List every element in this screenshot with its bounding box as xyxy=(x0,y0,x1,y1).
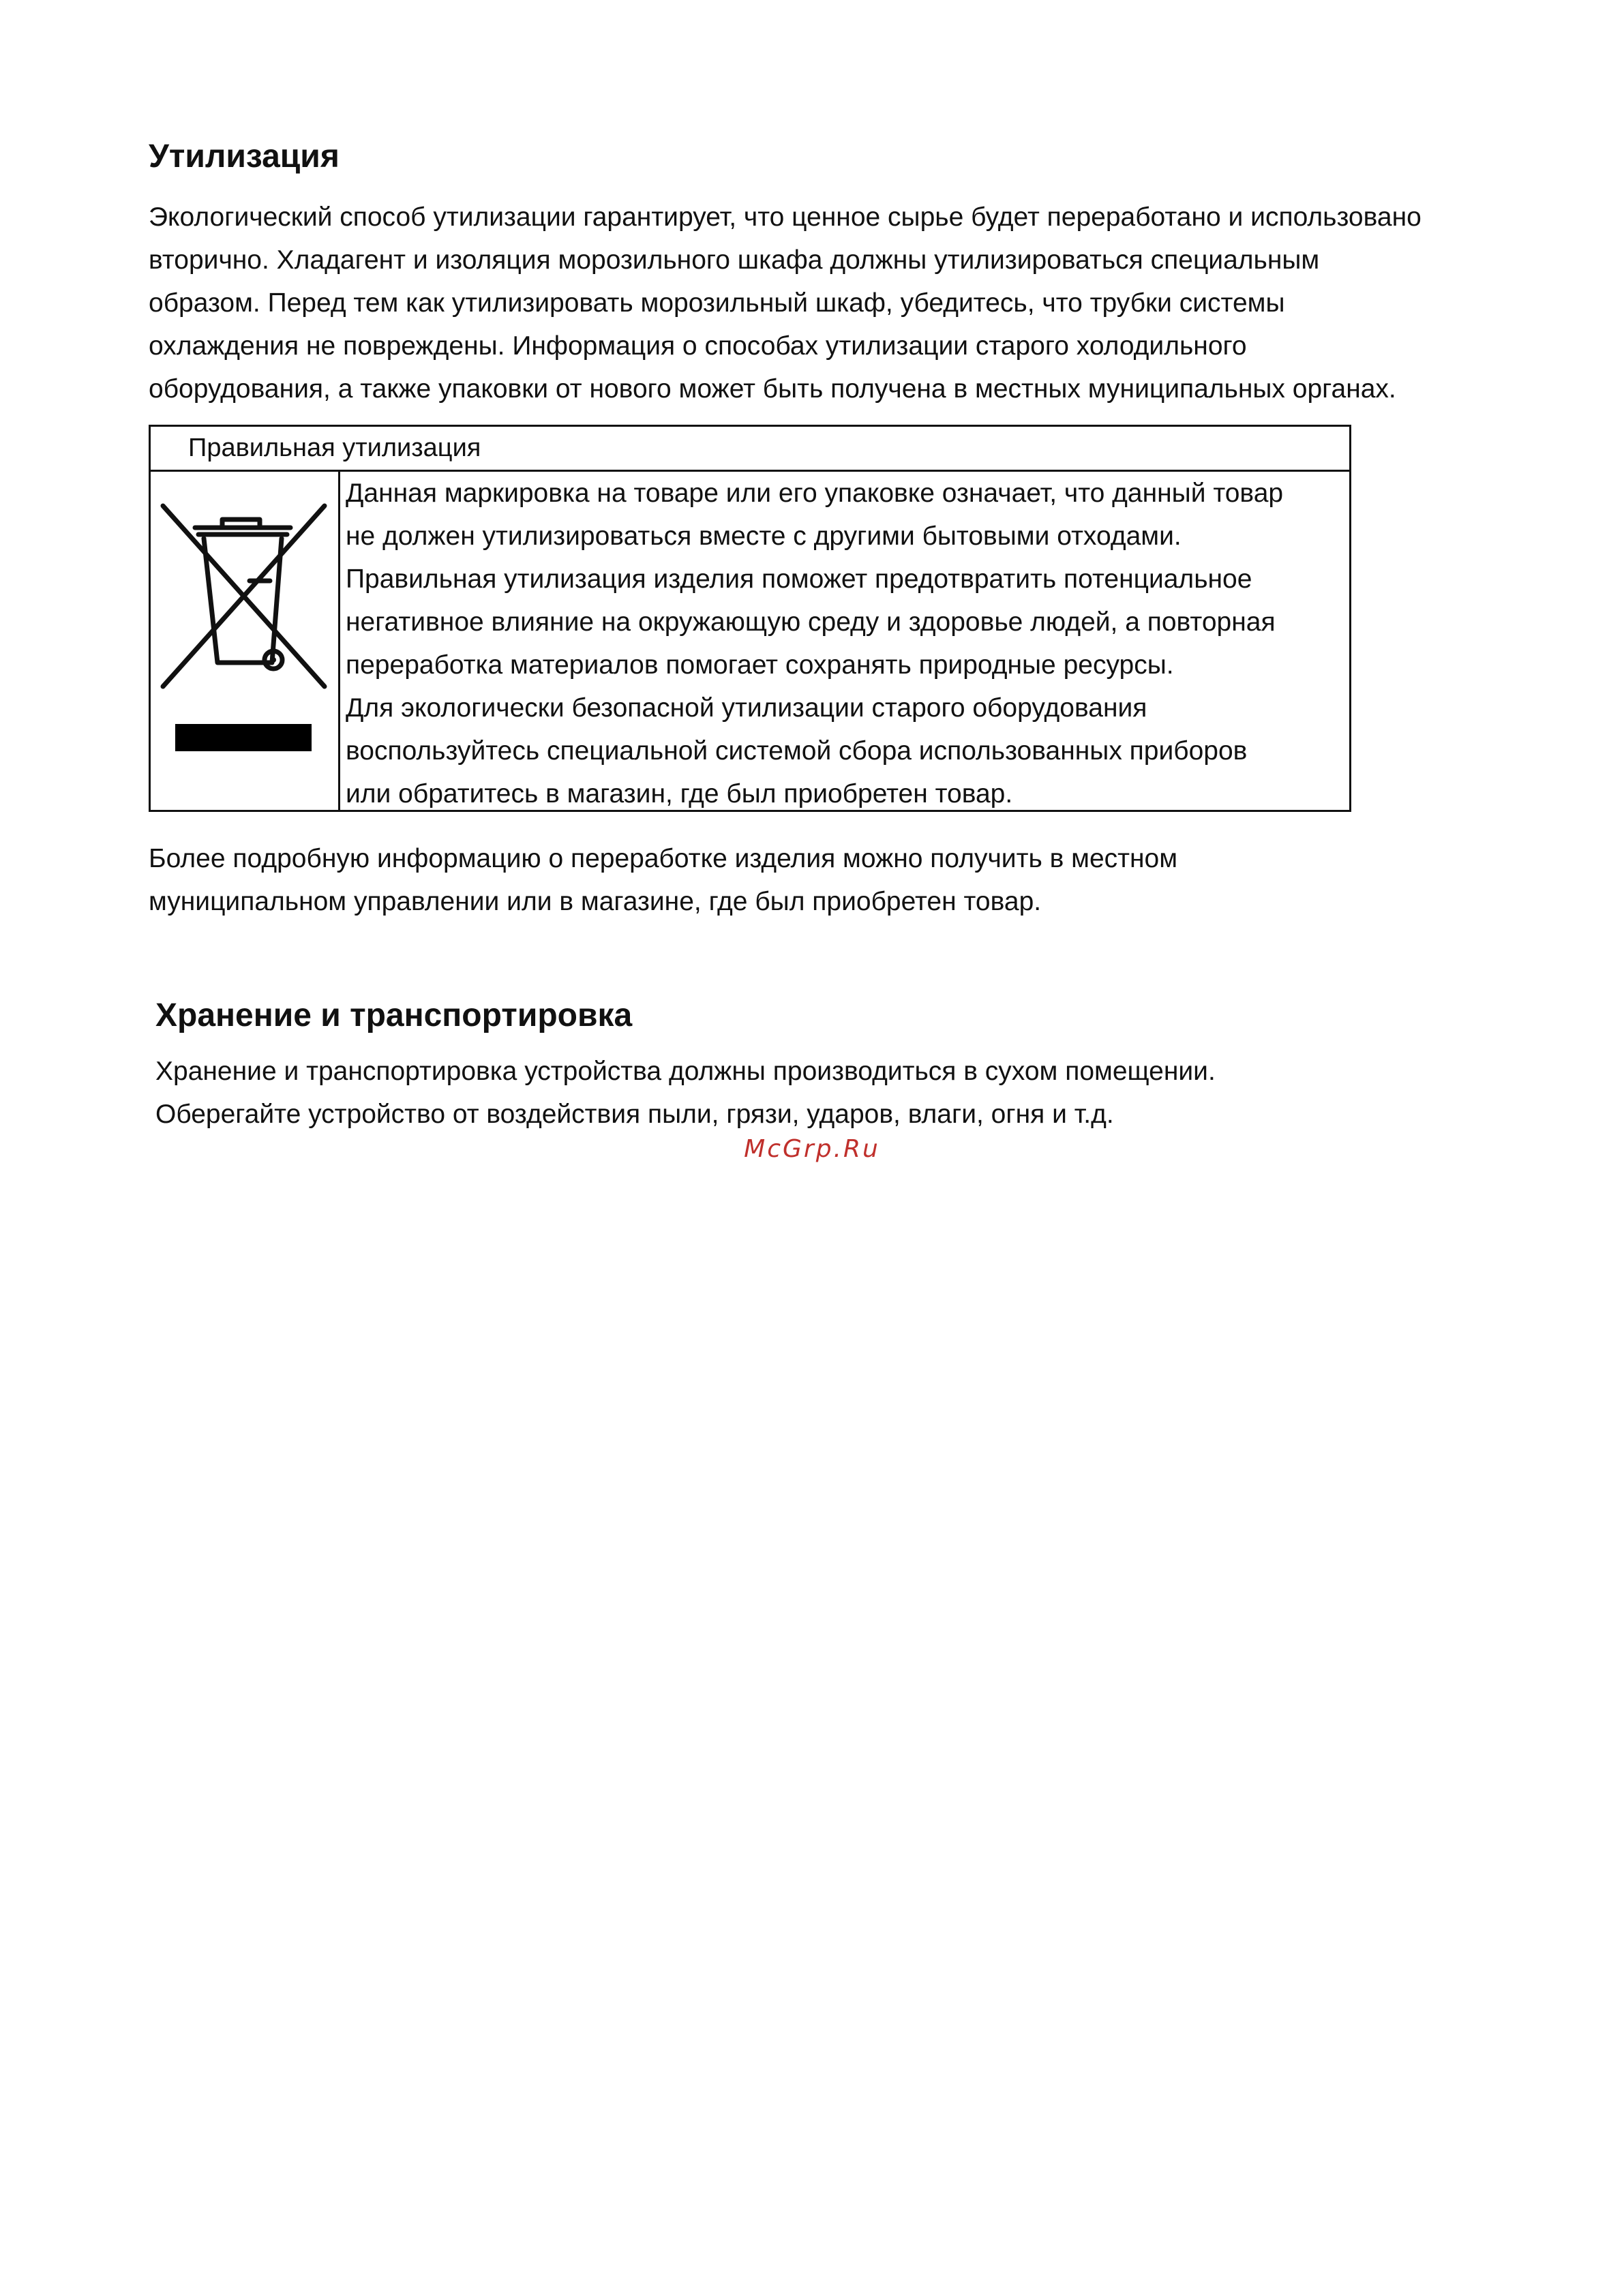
icon-cell xyxy=(151,472,340,810)
text-line: негативное влияние на окружающую среду и здоровье людей, а повторная xyxy=(346,607,1276,637)
watermark: McGrp.Ru xyxy=(744,1135,880,1163)
text-line: Правильная утилизация изделия поможет предотвратить потенциальное xyxy=(346,564,1252,594)
storage-title: Хранение и транспортировка xyxy=(155,997,633,1033)
text-line: Для экологически безопасной утилизации старого оборудования xyxy=(346,693,1147,723)
text-line: или обратитесь в магазин, где был приобретен товар. xyxy=(346,779,1013,809)
text-line: Хранение и транспортировка устройства должны производиться в сухом помещении. xyxy=(155,1057,1216,1086)
table-header: Правильная утилизация xyxy=(151,427,1349,472)
text-line: Более подробную информацию о переработке изделия можно получить в местном xyxy=(149,844,1178,873)
utilization-more-info xyxy=(149,837,1177,923)
table-text xyxy=(346,472,1349,810)
text-line: Оберегайте устройство от воздействия пыли, грязи, ударов, влаги, огня и т.д. xyxy=(155,1100,1114,1129)
crossed-out-wheelie-bin-icon xyxy=(157,499,328,751)
text-line: вторично. Хладагент и изоляция морозильного шкафа должны утилизироваться специальным xyxy=(149,245,1320,275)
storage-text xyxy=(155,1050,1216,1136)
disposal-table xyxy=(149,425,1351,812)
text-line: образом. Перед тем как утилизировать морозильный шкаф, убедитесь, что трубки системы xyxy=(149,288,1285,318)
text-line: переработка материалов помогает сохранять природные ресурсы. xyxy=(346,650,1174,680)
text-line: воспользуйтесь специальной системой сбора использованных приборов xyxy=(346,736,1248,766)
text-line: охлаждения не повреждены. Информация о способах утилизации старого холодильного xyxy=(149,331,1247,361)
text-line: муниципальном управлении или в магазине, где был приобретен товар. xyxy=(149,887,1042,916)
text-line: Данная маркировка на товаре или его упаковке означает, что данный товар xyxy=(346,479,1284,508)
text-line: Экологический способ утилизации гарантирует, что ценное сырье будет переработано и использовано xyxy=(149,202,1422,232)
text-line: не должен утилизироваться вместе с другими бытовыми отходами. xyxy=(346,522,1182,551)
utilization-intro xyxy=(149,196,1422,410)
utilization-title: Утилизация xyxy=(149,138,340,175)
text-line: оборудования, а также упаковки от нового может быть получена в местных муниципальных органах. xyxy=(149,374,1396,404)
